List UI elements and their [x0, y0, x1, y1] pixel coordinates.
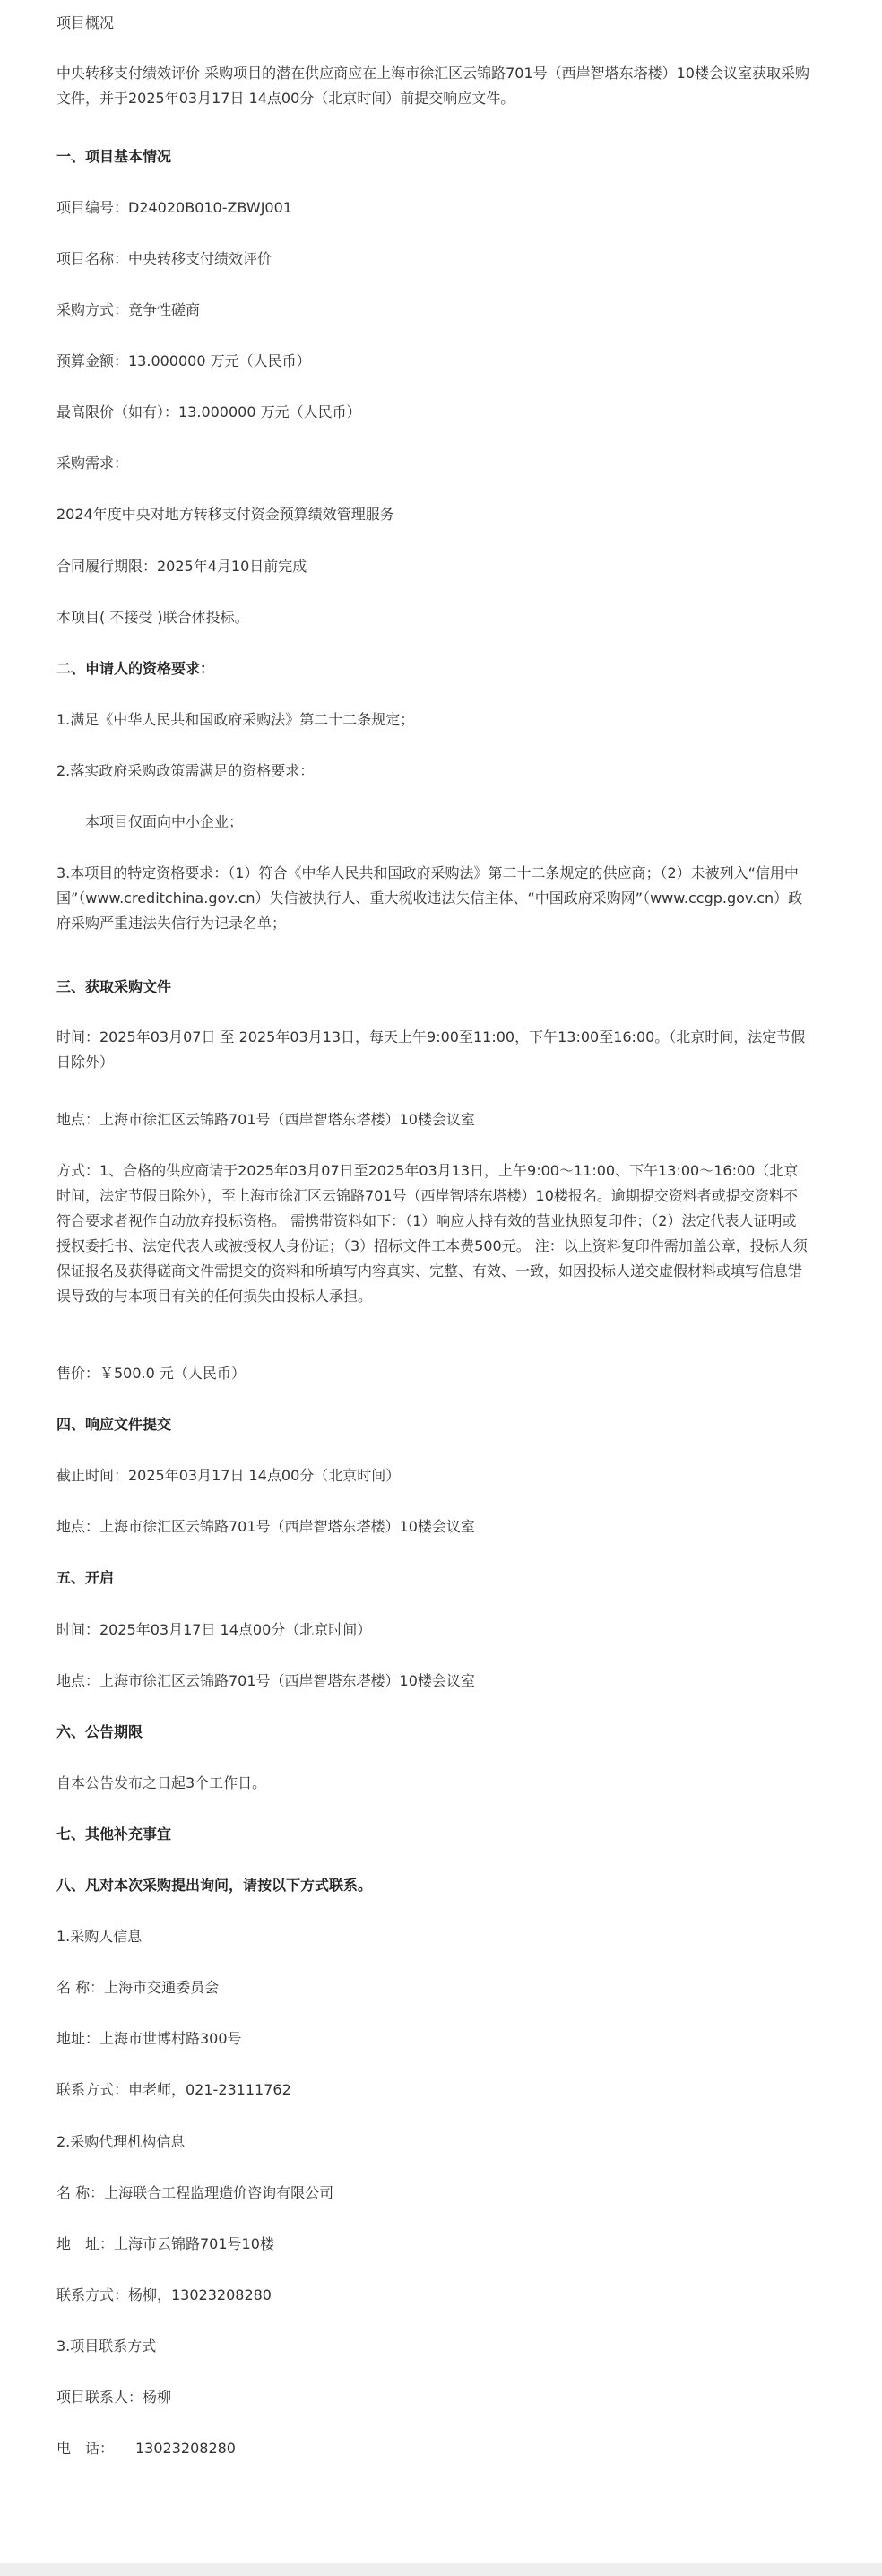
submission-place: 地点：上海市徐汇区云锦路701号（西岸智塔东塔楼）10楼会议室	[56, 1518, 475, 1535]
demand-text: 2024年度中央对地方转移支付资金预算绩效管理服务	[56, 506, 394, 523]
qualification-item-1: 1.满足《中华人民共和国政府采购法》第二十二条规定；	[56, 711, 415, 728]
opening-time: 时间：2025年03月17日 14点00分（北京时间）	[56, 1621, 372, 1638]
obtain-time: 时间：2025年03月07日 至 2025年03月13日，每天上午9:00至11:00，下午13:00至16:00。（北京时间，法定节假日除外）	[56, 1028, 806, 1071]
section-1-title: 一、项目基本情况	[56, 148, 172, 165]
section-3-title: 三、获取采购文件	[56, 978, 172, 995]
project-contact-phone: 电 话： 13023208280	[56, 2440, 236, 2457]
document-price: 售价：￥500.0 元（人民币）	[56, 1365, 246, 1382]
section-7-title: 七、其他补充事宜	[56, 1826, 172, 1843]
page-bottom-divider	[0, 2563, 882, 2576]
buyer-contact: 联系方式：申老师，021-23111762	[56, 2081, 291, 2098]
buyer-info-title: 1.采购人信息	[56, 1928, 143, 1945]
overview-text: 中央转移支付绩效评价 采购项目的潜在供应商应在上海市徐汇区云锦路701号（西岸智塔东塔楼）10楼会议室获取采购文件，并于2025年03月17日 14点00分（北京时间）前提交响应文件。	[56, 65, 809, 107]
max-price: 最高限价（如有）：13.000000 万元（人民币）	[56, 403, 361, 421]
opening-place: 地点：上海市徐汇区云锦路701号（西岸智塔东塔楼）10楼会议室	[56, 1672, 475, 1689]
agency-info-title: 2.采购代理机构信息	[56, 2133, 186, 2150]
buyer-address: 地址：上海市世博村路300号	[56, 2030, 242, 2047]
agency-contact: 联系方式：杨柳，13023208280	[56, 2286, 272, 2303]
qualification-item-2: 2.落实政府采购政策需满足的资格要求：	[56, 762, 315, 779]
project-number: 项目编号：D24020B010-ZBWJ001	[56, 199, 292, 216]
agency-address: 地 址：上海市云锦路701号10楼	[56, 2235, 274, 2252]
project-contact-person: 项目联系人：杨柳	[56, 2389, 172, 2406]
section-4-title: 四、响应文件提交	[56, 1416, 172, 1433]
qualification-item-3: 3.本项目的特定资格要求：（1）符合《中华人民共和国政府采购法》第二十二条规定的供应商；（2）未被列入“信用中国”（www.creditchina.gov.cn）失信被执行人、重大税收违法失信主体、“中国政府采购网”（www.ccgp.gov.cn）政府采购严重违法失信行为记录名单；	[56, 864, 803, 932]
section-2-title: 二、申请人的资格要求：	[56, 660, 215, 677]
project-contact-title: 3.项目联系方式	[56, 2337, 157, 2355]
overview-title: 项目概况	[56, 14, 115, 31]
budget-amount: 预算金额：13.000000 万元（人民币）	[56, 352, 311, 369]
qualification-item-2-sub: 本项目仅面向中小企业；	[85, 813, 244, 830]
buyer-name: 名 称：上海市交通委员会	[56, 1979, 220, 1996]
section-6-title: 六、公告期限	[56, 1723, 143, 1740]
section-8-title: 八、凡对本次采购提出询问，请按以下方式联系。	[56, 1877, 373, 1894]
announcement-period: 自本公告发布之日起3个工作日。	[56, 1774, 267, 1791]
demand-label: 采购需求：	[56, 455, 129, 472]
section-5-title: 五、开启	[56, 1569, 115, 1586]
procurement-method: 采购方式：竞争性磋商	[56, 301, 201, 318]
submission-deadline: 截止时间：2025年03月17日 14点00分（北京时间）	[56, 1467, 401, 1484]
obtain-method: 方式：1、合格的供应商请于2025年03月07日至2025年03月13日，上午9:00～11:00、下午13:00～16:00（北京时间，法定节假日除外），至上海市徐汇区云锦路701号（西岸智塔东塔楼）10楼报名。逾期提交资料者或提交资料不符合要求者视作自动放弃投标资格。 需携带资料如下：（1）响应人持有效的营业执照复印件；（2）法定代表人证明或授权委托书、法定代表人或被授权人身份证；（3）招标文件工本费500元。 注：以上资料复印件需加盖公章，投标人须保证报名及获得磋商文件需提交的资料和所填写内容真实、完整、有效、一致，如因投标人递交虚假材料或填写信息错误导致的与本项目有关的任何损失由投标人承担。	[56, 1162, 808, 1305]
consortium-policy: 本项目( 不接受 )联合体投标。	[56, 609, 249, 626]
contract-period: 合同履行期限：2025年4月10日前完成	[56, 558, 307, 575]
agency-name: 名 称：上海联合工程监理造价咨询有限公司	[56, 2184, 334, 2201]
project-name: 项目名称：中央转移支付绩效评价	[56, 250, 272, 267]
obtain-place: 地点：上海市徐汇区云锦路701号（西岸智塔东塔楼）10楼会议室	[56, 1111, 475, 1128]
